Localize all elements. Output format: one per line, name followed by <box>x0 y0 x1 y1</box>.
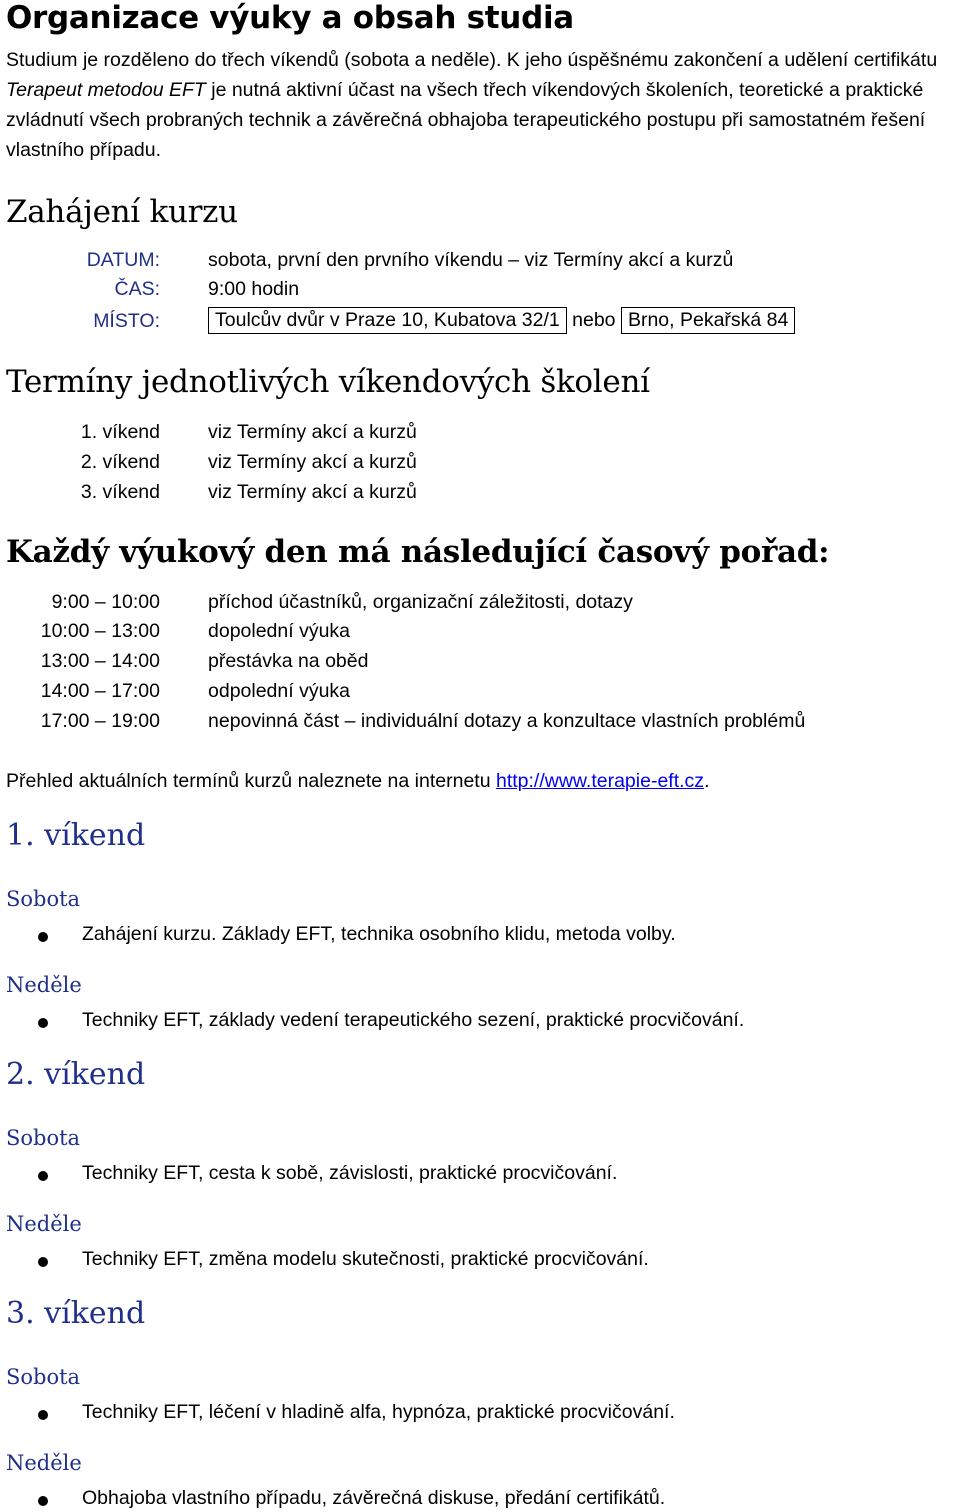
date-label: DATUM: <box>86 249 160 271</box>
bullet-icon <box>38 1171 48 1181</box>
term-3-label: 3. víkend <box>80 481 160 503</box>
schedule-desc: odpolední výuka <box>208 680 351 702</box>
intro-paragraph <box>6 45 956 165</box>
schedule-desc: přestávka na oběd <box>208 650 369 672</box>
start-heading: Zahájení kurzu <box>6 194 238 230</box>
schedule-time: 10:00 – 13:00 <box>40 620 160 642</box>
overview-end: . <box>704 770 710 792</box>
weekend-2-sunday-text: Techniky EFT, změna modelu skutečnosti, praktické procvičování. <box>82 1248 649 1270</box>
intro-text-2: je nutná aktivní účast na všech třech víkendových školeních, teoretické a praktické zvládnutí všech probraných technik a závěrečná obhajoba terapeutického postupu při samostatném řešení vlastního případu. <box>6 79 926 161</box>
schedule-desc: nepovinná část – individuální dotazy a konzultace vlastních problémů <box>208 710 806 732</box>
term-1-value: viz Termíny akcí a kurzů <box>208 421 417 443</box>
website-link[interactable]: http://www.terapie-eft.cz <box>495 770 705 792</box>
weekend-1-title: 1. víkend <box>6 818 146 853</box>
weekend-2-saturday-label: Sobota <box>6 1126 81 1150</box>
weekend-1-saturday-text: Zahájení kurzu. Základy EFT, technika osobního klidu, metoda volby. <box>82 923 676 945</box>
intro-text-1: Studium je rozděleno do třech víkendů (sobota a neděle). K jeho úspěšnému zakončení a udělení certifikátu <box>6 49 938 71</box>
place-brno: Brno, Pekařská 84 <box>621 307 795 334</box>
schedule-desc: příchod účastníků, organizační záležitosti, dotazy <box>208 591 633 613</box>
term-3-value: viz Termíny akcí a kurzů <box>208 481 417 503</box>
bullet-icon <box>38 932 48 942</box>
place-value <box>208 307 795 334</box>
weekend-2-title: 2. víkend <box>6 1057 146 1092</box>
time-label: ČAS: <box>114 278 160 300</box>
schedule-time: 9:00 – 10:00 <box>51 591 160 613</box>
weekend-2-sunday-label: Neděle <box>6 1212 82 1236</box>
bullet-icon <box>38 1410 48 1420</box>
schedule-time: 17:00 – 19:00 <box>40 710 160 732</box>
place-prague: Toulcův dvůr v Praze 10, Kubatova 32/1 <box>208 307 567 334</box>
terms-heading: Termíny jednotlivých víkendových školení <box>6 364 650 400</box>
bullet-icon <box>38 1018 48 1028</box>
weekend-3-title: 3. víkend <box>6 1296 146 1331</box>
weekend-3-sunday-text: Obhajoba vlastního případu, závěrečná diskuse, předání certifikátů. <box>82 1487 666 1509</box>
term-2-label: 2. víkend <box>80 451 160 473</box>
weekend-3-saturday-label: Sobota <box>6 1365 81 1389</box>
weekend-1-sunday-label: Neděle <box>6 973 82 997</box>
weekend-3-saturday-text: Techniky EFT, léčení v hladině alfa, hypnóza, praktické procvičování. <box>82 1401 675 1423</box>
page-title: Organizace výuky a obsah studia <box>6 0 574 36</box>
term-2-value: viz Termíny akcí a kurzů <box>208 451 417 473</box>
schedule-heading: Každý výukový den má následující časový pořad: <box>6 534 830 570</box>
bullet-icon <box>38 1257 48 1267</box>
schedule-time: 13:00 – 14:00 <box>40 650 160 672</box>
schedule-desc: dopolední výuka <box>208 620 351 642</box>
place-or: nebo <box>572 309 616 331</box>
weekend-2-saturday-text: Techniky EFT, cesta k sobě, závislosti, praktické procvičování. <box>82 1162 618 1184</box>
date-value: sobota, první den prvního víkendu – viz Termíny akcí a kurzů <box>208 249 734 271</box>
schedule-time: 14:00 – 17:00 <box>40 680 160 702</box>
term-1-label: 1. víkend <box>80 421 160 443</box>
weekend-3-sunday-label: Neděle <box>6 1451 82 1475</box>
overview-text: Přehled aktuálních termínů kurzů naleznete na internetu <box>6 770 496 792</box>
place-label: MÍSTO: <box>93 310 160 332</box>
time-value: 9:00 hodin <box>208 278 300 300</box>
weekend-1-sunday-text: Techniky EFT, základy vedení terapeutického sezení, praktické procvičování. <box>82 1009 745 1031</box>
overview-paragraph <box>6 770 709 793</box>
certificate-name: Terapeut metodou EFT <box>6 79 206 101</box>
bullet-icon <box>38 1496 48 1506</box>
weekend-1-saturday-label: Sobota <box>6 887 81 911</box>
